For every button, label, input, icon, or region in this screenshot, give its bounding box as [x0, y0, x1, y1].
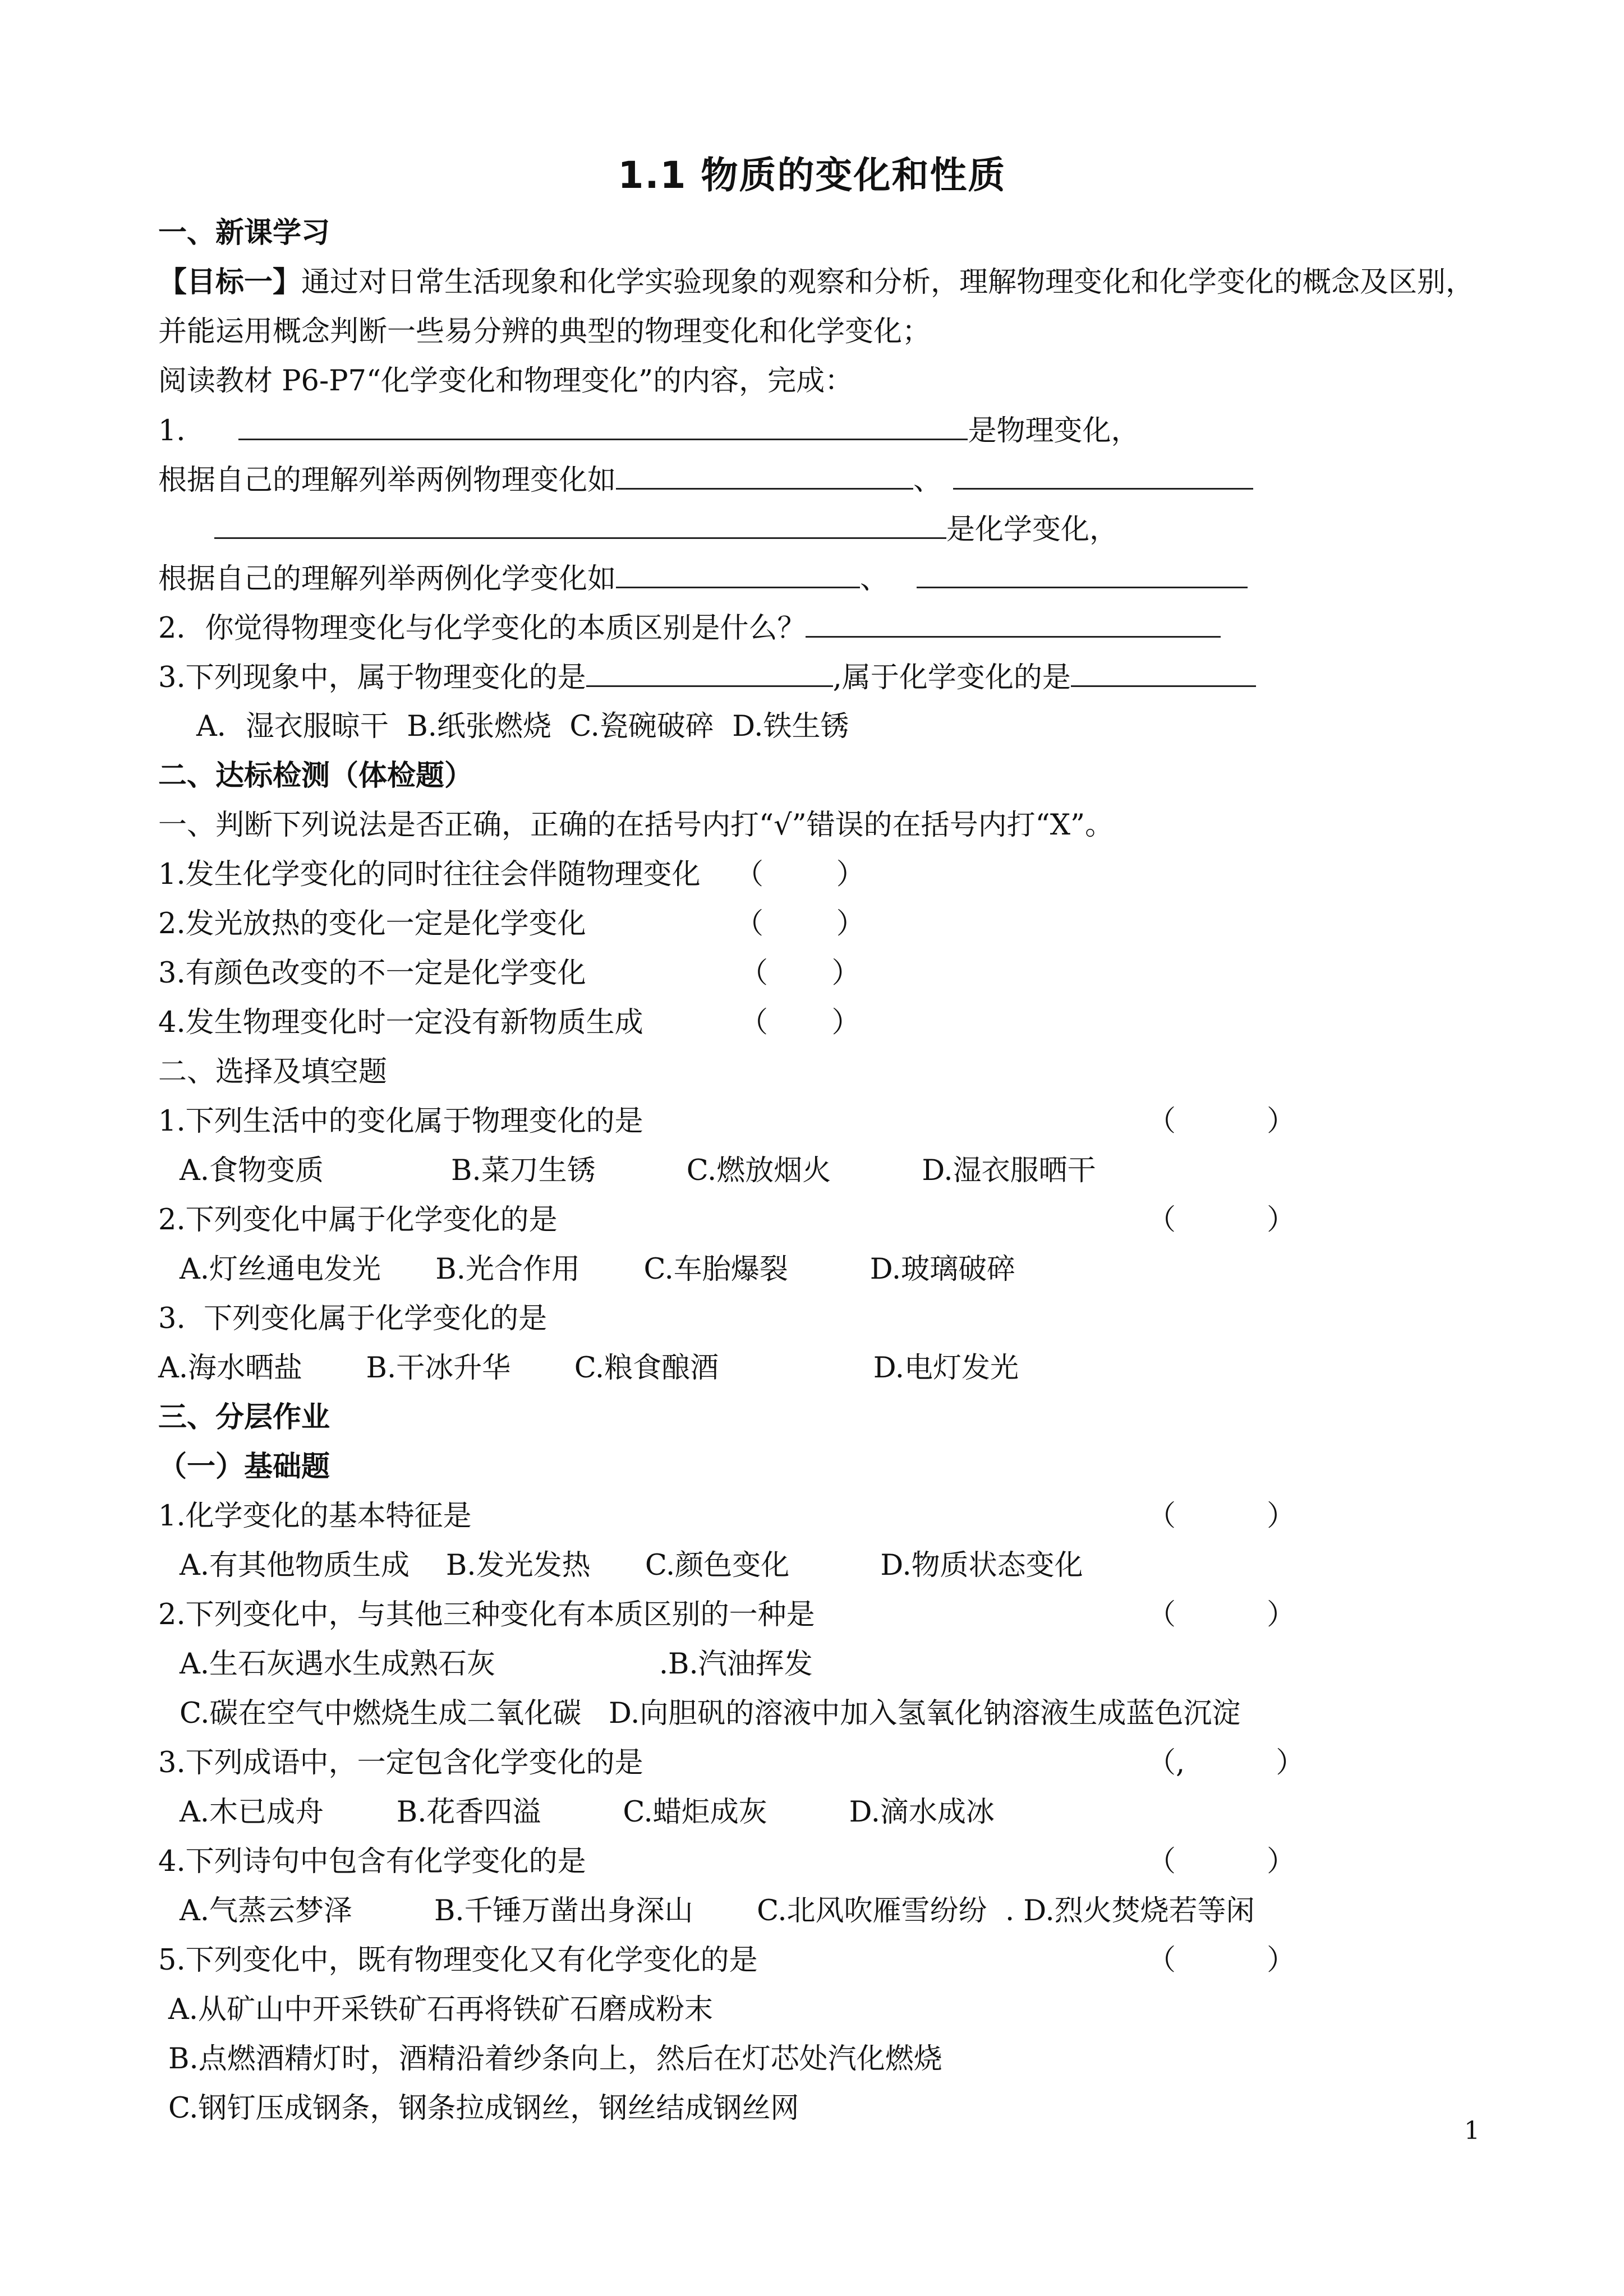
judge-item: 2.发光放热的变化一定是化学变化: [158, 907, 586, 940]
homework-options: C.碳在空气中燃烧生成二氧化碳 D.向胆矾的溶液中加入氢氧化钠溶液生成蓝色沉淀: [180, 1697, 1241, 1730]
homework-options: A.木已成舟 B.花香四溢 C.蜡炬成灰 D.滴水成冰: [180, 1796, 995, 1829]
homework-option-a: A.从矿山中开采铁矿石再将铁矿石磨成粉末: [168, 1993, 714, 2026]
q1-chemical-examples-text: 根据自己的理解列举两例化学变化如: [158, 563, 617, 596]
choice-question: 2.下列变化中属于化学变化的是: [158, 1204, 558, 1237]
goal-label: 【目标一】: [158, 266, 302, 299]
homework-question: 2.下列变化中，与其他三种变化有本质区别的一种是: [158, 1598, 815, 1631]
choice-options: A.灯丝通电发光 B.光合作用 C.车胎爆裂 D.玻璃破碎: [180, 1253, 1016, 1286]
goal-text-continued: 并能运用概念判断一些易分辨的典型的物理变化和化学变化；: [158, 315, 931, 348]
choice-options: A.食物变质 B.菜刀生锈 C.燃放烟火 D.湿衣服晒干: [180, 1154, 1096, 1187]
answer-blank[interactable]: [953, 455, 1253, 490]
answer-parentheses[interactable]: （ ）: [1147, 1105, 1296, 1138]
answer-parentheses[interactable]: （ ）: [1147, 1598, 1296, 1631]
answer-blank[interactable]: [917, 554, 1248, 588]
answer-parentheses[interactable]: （ ）: [735, 907, 865, 940]
judge-item: 3.有颜色改变的不一定是化学变化: [158, 957, 586, 990]
q2-line: [158, 603, 1493, 653]
answer-blank[interactable]: [616, 455, 913, 490]
choice-instruction: 二、选择及填空题: [158, 1055, 388, 1089]
homework-question: 1.化学变化的基本特征是: [158, 1500, 472, 1533]
answer-parentheses[interactable]: （ ）: [1147, 1845, 1296, 1878]
reading-instruction: 阅读教材 P6-P7“化学变化和物理变化”的内容，完成：: [158, 365, 854, 398]
judge-instruction: 一、判断下列说法是否正确，正确的在括号内打“√”错误的在括号内打“Ⅹ”。: [158, 809, 1114, 842]
answer-blank[interactable]: [214, 505, 946, 539]
q3-text-chemical: ,属于化学变化的是: [832, 661, 1071, 694]
answer-parentheses[interactable]: （, ）: [1147, 1746, 1305, 1779]
homework-options: A.生石灰遇水生成熟石灰 .B.汽油挥发: [180, 1648, 813, 1681]
page-number: 1: [1464, 2117, 1480, 2145]
answer-parentheses[interactable]: （ ）: [739, 957, 861, 990]
q3-options: A．湿衣服晾干 B.纸张燃烧 C.瓷碗破碎 D.铁生锈: [196, 710, 849, 743]
q1-chemical-line: [158, 505, 1493, 554]
homework-option-b: B.点燃酒精灯时，酒精沿着纱条向上，然后在灯芯处汽化燃烧: [168, 2043, 942, 2076]
separator: 、: [913, 464, 942, 497]
answer-parentheses[interactable]: （ ）: [735, 858, 865, 891]
judge-item: 4.发生物理变化时一定没有新物质生成: [158, 1006, 643, 1039]
goal-text: 通过对日常生活现象和化学实验现象的观察和分析，理解物理变化和化学变化的概念及区别，: [301, 266, 1475, 299]
section-heading-assessment: 二、达标检测（体检题）: [158, 759, 473, 792]
answer-blank[interactable]: [806, 603, 1221, 638]
answer-blank[interactable]: [1071, 653, 1256, 687]
subsection-basic: （一）基础题: [158, 1450, 330, 1483]
q1-number: 1．: [158, 414, 205, 448]
homework-question: 5.下列变化中，既有物理变化又有化学变化的是: [158, 1944, 758, 1977]
section-heading-homework: 三、分层作业: [158, 1401, 330, 1434]
q1-physical-text: 是物理变化，: [968, 414, 1140, 448]
answer-parentheses[interactable]: （ ）: [1147, 1944, 1296, 1977]
choice-options: A.海水晒盐 B.干冰升华 C.粮食酿酒 D.电灯发光: [158, 1352, 1019, 1385]
homework-question: 4.下列诗句中包含有化学变化的是: [158, 1845, 586, 1878]
section-heading-new-lesson: 一、新课学习: [158, 216, 330, 250]
q1-chemical-text: 是化学变化，: [946, 513, 1119, 546]
homework-question: 3.下列成语中，一定包含化学变化的是: [158, 1746, 643, 1779]
q1-physical-examples: [158, 455, 1493, 505]
judge-item: 1.发生化学变化的同时往往会伴随物理变化: [158, 858, 701, 891]
homework-option-c: C.钢钉压成钢条，钢条拉成钢丝，钢丝结成钢丝网: [168, 2092, 799, 2125]
answer-parentheses[interactable]: （ ）: [1147, 1500, 1296, 1533]
choice-question: 1.下列生活中的变化属于物理变化的是: [158, 1105, 643, 1138]
homework-options: A.有其他物质生成 B.发光发热 C.颜色变化 D.物质状态变化: [180, 1549, 1083, 1582]
q3-text-physical: 3.下列现象中，属于物理变化的是: [158, 661, 586, 694]
q2-text: 2．你觉得物理变化与化学变化的本质区别是什么？: [158, 612, 806, 645]
answer-blank[interactable]: [586, 653, 833, 687]
page-title: 1.1 物质的变化和性质: [618, 154, 1006, 197]
q3-line: [158, 653, 1493, 702]
homework-options: A.气蒸云梦泽 B.千锤万凿出身深山 C.北风吹雁雪纷纷 . D.烈火焚烧若等闲: [180, 1894, 1255, 1928]
answer-blank[interactable]: [238, 406, 968, 440]
answer-parentheses[interactable]: （ ）: [1147, 1204, 1296, 1237]
goal-one-line: [158, 258, 1493, 307]
choice-question: 3. 下列变化属于化学变化的是: [158, 1302, 548, 1335]
q1-physical-examples-text: 根据自己的理解列举两例物理变化如: [158, 464, 617, 497]
answer-parentheses[interactable]: （ ）: [739, 1006, 861, 1039]
answer-blank[interactable]: [616, 554, 860, 588]
q1-chemical-examples: [158, 554, 1493, 603]
q1-physical-line: [158, 406, 1493, 455]
separator: 、: [860, 563, 889, 596]
